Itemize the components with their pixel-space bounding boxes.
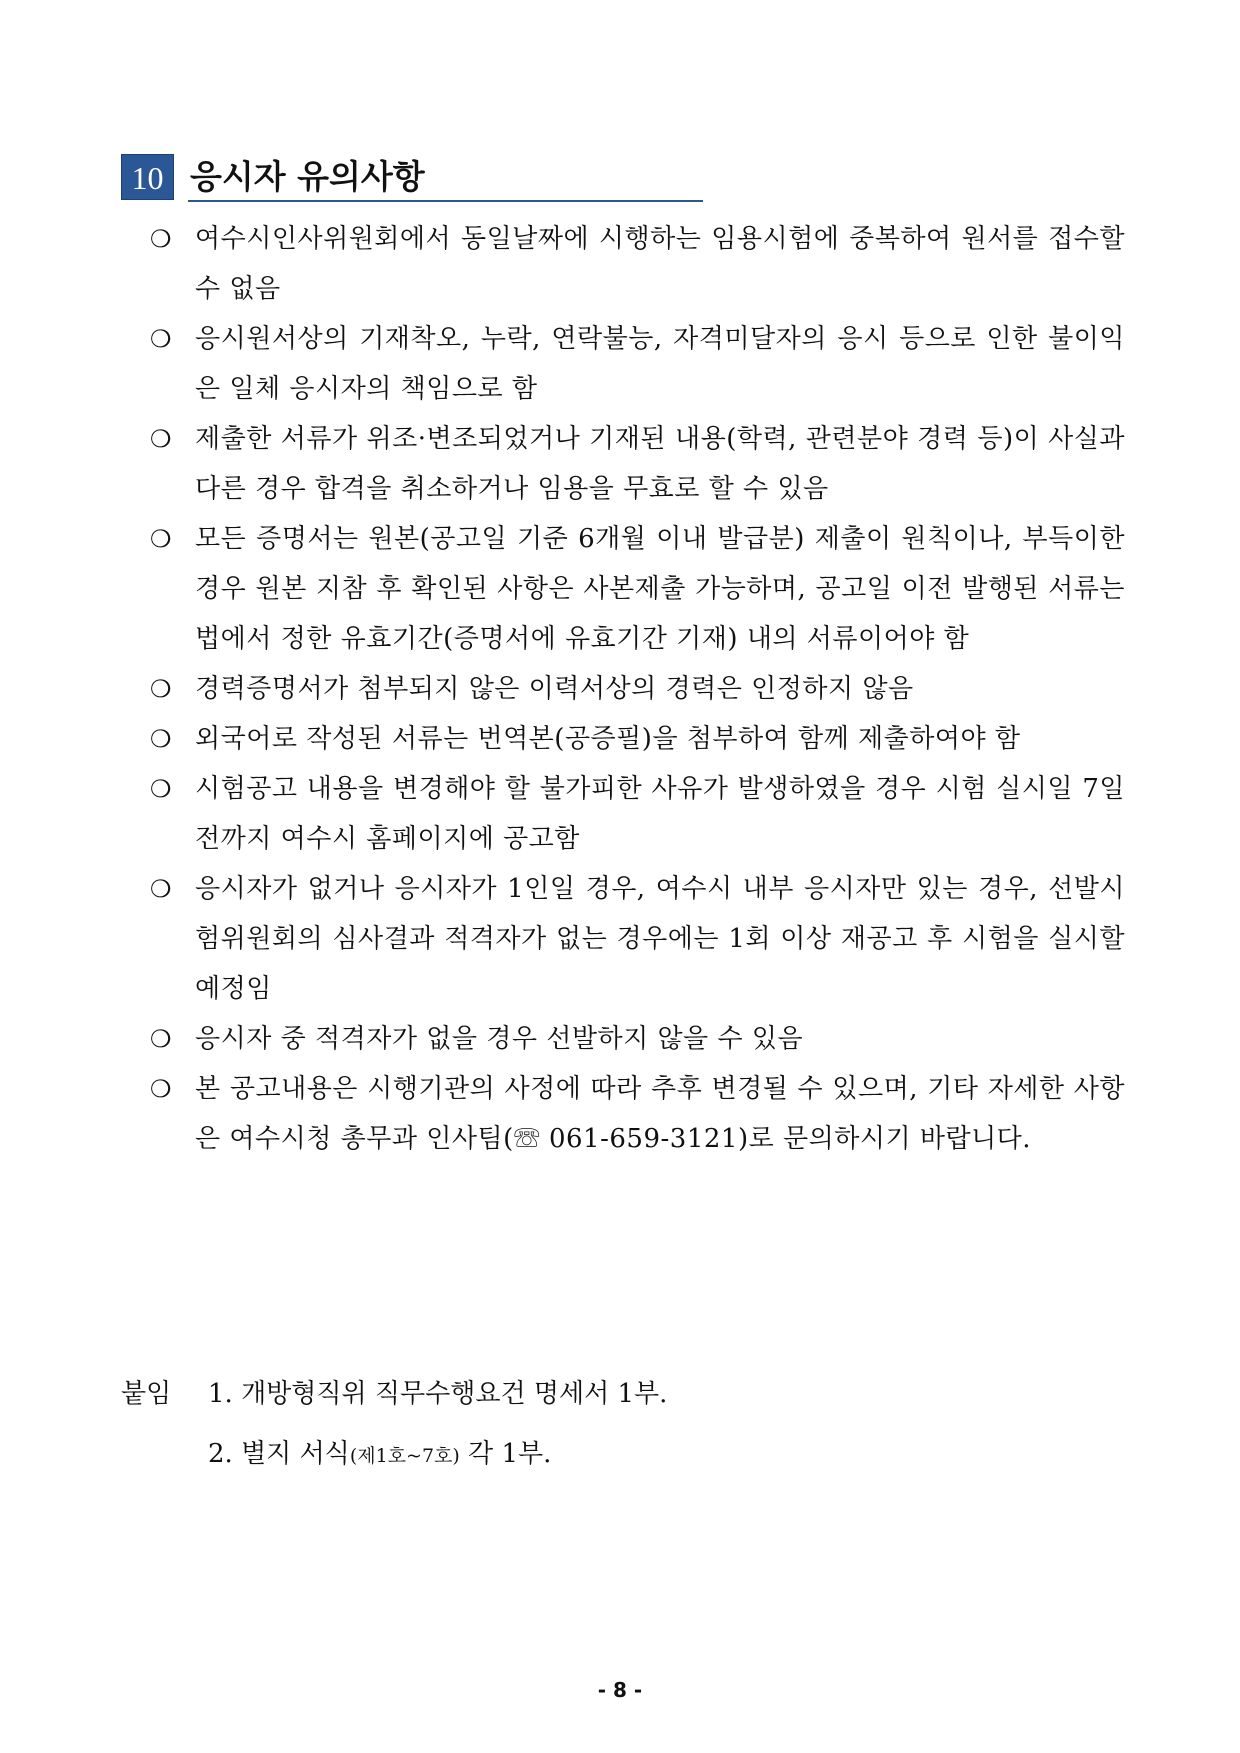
section-header xyxy=(121,154,425,200)
circle-bullet-icon: ❍ xyxy=(150,775,173,803)
list-item-text: 본 공고내용은 시행기관의 사정에 따라 추후 변경될 수 있으며, 기타 자세한 사항은 여수시청 총무과 인사팀(☏ 061-659-3121)로 문의하시기 바랍니다. xyxy=(195,1074,1125,1154)
attachment-label: 붙임 xyxy=(121,1379,172,1409)
list-item-text: 제출한 서류가 위조·변조되었거나 기재된 내용(학력, 관련분야 경력 등)이 사실과 다른 경우 합격을 취소하거나 임용을 무효로 할 수 있음 xyxy=(195,424,1125,504)
list-item-text: 응시원서상의 기재착오, 누락, 연락불능, 자격미달자의 응시 등으로 인한 불이익은 일체 응시자의 책임으로 함 xyxy=(195,324,1125,404)
circle-bullet-icon: ❍ xyxy=(150,675,173,703)
circle-bullet-icon: ❍ xyxy=(150,425,173,453)
list-item-text: 여수시인사위원회에서 동일날짜에 시행하는 임용시험에 중복하여 원서를 접수할 수 없음 xyxy=(195,224,1125,304)
section-number-badge: 10 xyxy=(121,154,174,200)
list-item xyxy=(150,1014,1125,1064)
list-item-text: 모든 증명서는 원본(공고일 기준 6개월 이내 발급분) 제출이 원칙이나, 부득이한 경우 원본 지참 후 확인된 사항은 사본제출 가능하며, 공고일 이전 발행된 서류는 법에서 정한 유효기간(증명서에 유효기간 기재) 내의 서류이어야 함 xyxy=(195,524,1125,654)
list-item xyxy=(150,864,1125,1014)
circle-bullet-icon: ❍ xyxy=(150,225,173,253)
page-number: - 8 - xyxy=(597,1678,643,1702)
section-title: 응시자 유의사항 xyxy=(190,157,425,196)
list-item xyxy=(150,214,1125,314)
list-item-text: 응시자가 없거나 응시자가 1인일 경우, 여수시 내부 응시자만 있는 경우, 선발시험위원회의 심사결과 적격자가 없는 경우에는 1회 이상 재공고 후 시험을 실시할 예정임 xyxy=(195,874,1125,1004)
list-item-text: 응시자 중 적격자가 없을 경우 선발하지 않을 수 있음 xyxy=(195,1024,804,1054)
attachment-row xyxy=(121,1364,667,1424)
circle-bullet-icon: ❍ xyxy=(150,725,173,753)
list-item xyxy=(150,314,1125,414)
list-item-text: 경력증명서가 첨부되지 않은 이력서상의 경력은 인정하지 않음 xyxy=(195,674,914,704)
attachment-item-1: 1. 개방형직위 직무수행요건 명세서 1부. xyxy=(208,1379,668,1409)
attachment-row xyxy=(121,1424,667,1486)
circle-bullet-icon: ❍ xyxy=(150,1075,173,1103)
list-item-text: 시험공고 내용을 변경해야 할 불가피한 사유가 발생하였을 경우 시험 실시일 7일전까지 여수시 홈페이지에 공고함 xyxy=(195,774,1125,854)
list-item xyxy=(150,1064,1125,1164)
list-item xyxy=(150,664,1125,714)
circle-bullet-icon: ❍ xyxy=(150,1025,173,1053)
circle-bullet-icon: ❍ xyxy=(150,875,173,903)
circle-bullet-icon: ❍ xyxy=(150,325,173,353)
list-item xyxy=(150,414,1125,514)
notice-list xyxy=(150,214,1125,1164)
list-item xyxy=(150,764,1125,864)
list-item xyxy=(150,514,1125,664)
list-item-text: 외국어로 작성된 서류는 번역본(공증필)을 첨부하여 함께 제출하여야 함 xyxy=(195,724,1021,754)
attachment-item-2: 2. 별지 서식(제1호~7호) 각 1부. xyxy=(208,1439,552,1469)
attachments xyxy=(121,1364,667,1486)
list-item xyxy=(150,714,1125,764)
circle-bullet-icon: ❍ xyxy=(150,525,173,553)
section-underline xyxy=(188,200,703,202)
